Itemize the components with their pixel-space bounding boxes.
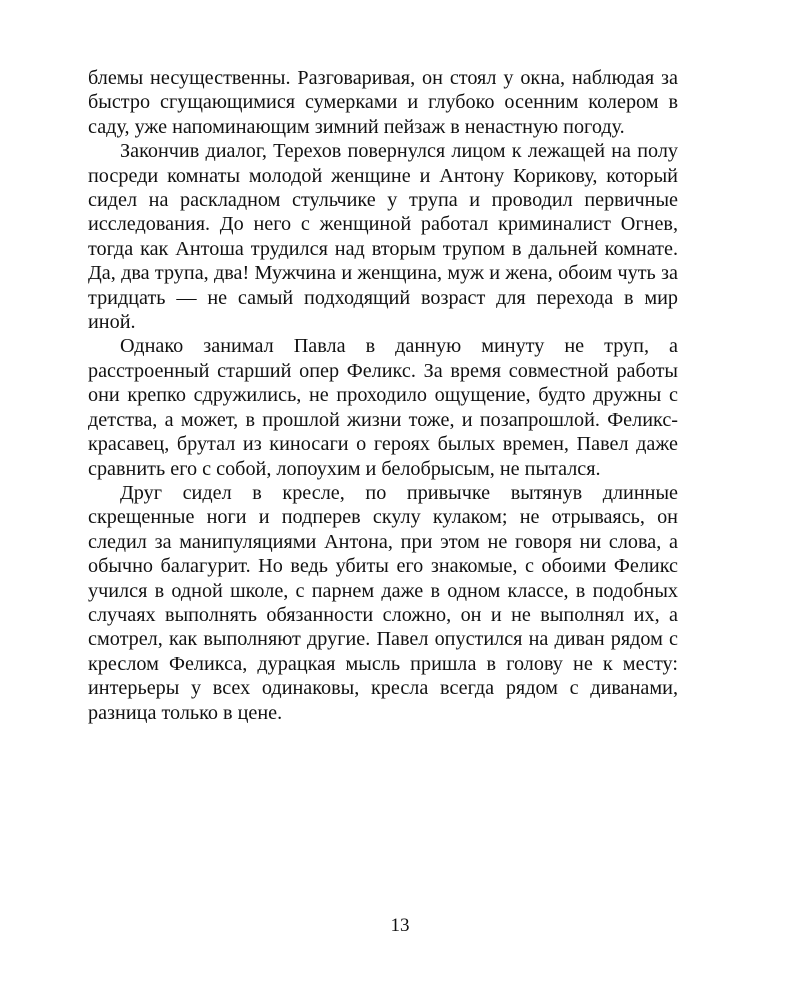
paragraph: Друг сидел в кресле, по привычке вытянув длинные скрещенные ноги и подперев скулу кулаком; не отрываясь, он следил за манипуляциями Антона, при этом не говоря ни слова, а обычно балагурит. Но ведь убиты его знакомые, с обоими Феликс учился в одной школе, с парнем даже в одном классе, в подобных случаях выполнять обязанности сложно, он и не выполнял их, а смотрел, как выполняют другие. Павел опустился на диван рядом с креслом Феликса, дурацкая мысль пришла в голову не к месту: интерьеры у всех одинаковы, кресла всегда рядом с диванами, разница только в цене. bbox=[88, 481, 678, 724]
book-page-text bbox=[88, 66, 678, 725]
paragraph: Закончив диалог, Терехов повернулся лицом к лежащей на полу посреди комнаты молодой женщине и Антону Корикову, который сидел на раскладном стульчике у трупа и проводил первичные исследования. До него с женщиной работал криминалист Огнев, тогда как Антоша трудился над вторым трупом в дальней комнате. Да, два трупа, два! Мужчина и женщина, муж и жена, обоим чуть за тридцать — не самый подходящий возраст для перехода в мир иной. bbox=[88, 140, 678, 334]
page-number: 13 bbox=[390, 915, 410, 936]
paragraph-continuation: блемы несущественны. Разговаривая, он стоял у окна, наблюдая за быстро сгущающимися сумерками и глубоко осенним колером в саду, уже напоминающим зимний пейзаж в ненастную погоду. bbox=[88, 67, 678, 138]
paragraph: Однако занимал Павла в данную минуту не труп, а расстроенный старший опер Феликс. За время совместной работы они крепко сдружились, не проходило ощущение, будто дружны с детства, а может, в прошлой жизни тоже, и позапрошлой. Феликс-красавец, брутал из киносаги о героях былых времен, Павел даже сравнить его с собой, лопоухим и белобрысым, не пытался. bbox=[88, 335, 678, 480]
